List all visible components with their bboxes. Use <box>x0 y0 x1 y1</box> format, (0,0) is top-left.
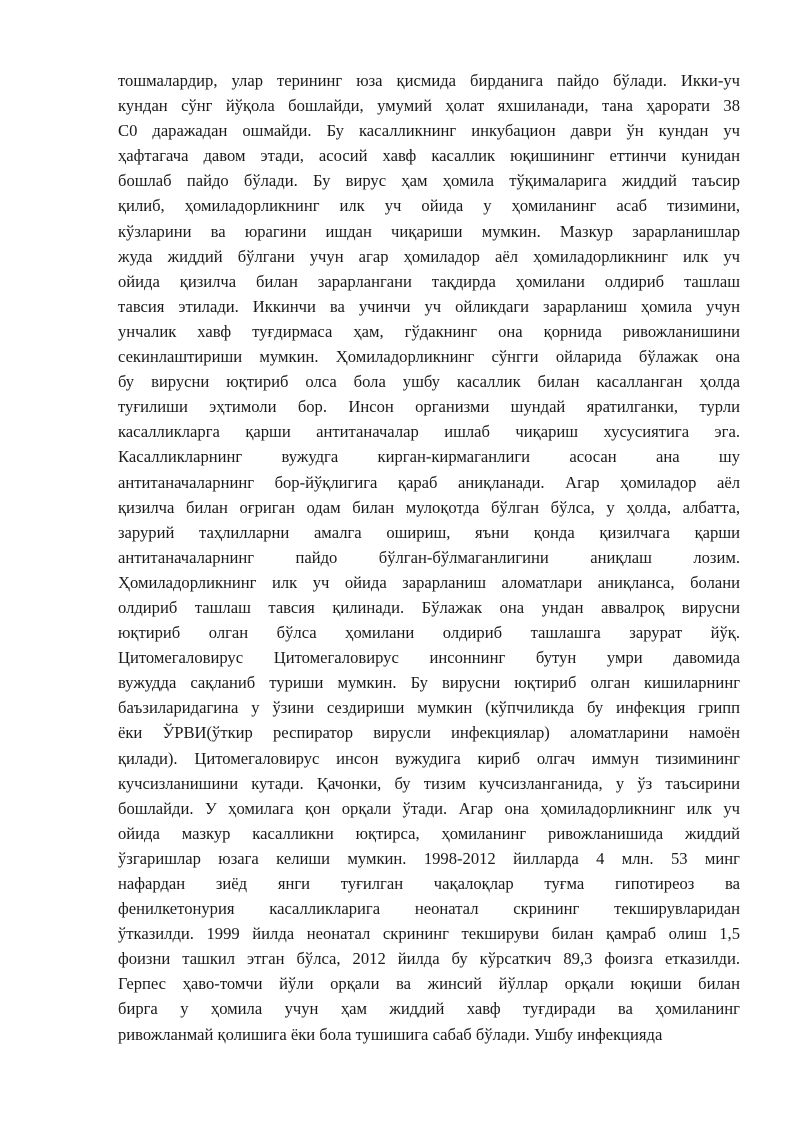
text-line: кучсизланишини кутади. Қачонки, бу тизим кучсизланганида, у ўз таъсирини <box>118 773 740 793</box>
text-line: антитаначаларнинг пайдо бўлган-бўлмаганлигини аниқлаш лозим. <box>118 547 740 567</box>
text-line: тошмалардир, улар терининг юза қисмида бирданига пайдо бўлади. Икки-уч <box>118 71 740 90</box>
text-line: кундан сўнг йўқола бошлайди, умумий ҳолат яхшиланади, тана ҳарорати 38 <box>118 96 740 116</box>
text-line: ҳафтагача давом этади, асосий хавф касаллик юқишининг еттинчи кунидан <box>118 146 740 166</box>
text-line: ривожланмай қолишига ёки бола тушишига сабаб бўлади. Ушбу инфекцияда <box>118 1024 663 1044</box>
text-line: ёки ЎРВИ(ўткир респиратор вирусли инфекциялар) аломатларини намоён <box>118 723 740 743</box>
body-text <box>118 68 740 1047</box>
text-line: қилади). Цитомегаловирус инсон вужудига кириб олгач иммун тизимининг <box>118 748 740 768</box>
text-line: вужудда сақланиб туриши мумкин. Бу вирусни юқтириб олган кишиларнинг <box>118 673 740 693</box>
text-line: ўзгаришлар юзага келиши мумкин. 1998-2012 йилларда 4 млн. 53 минг <box>118 848 740 868</box>
text-line: ойида қизилча билан зарарлангани тақдирда ҳомилани олдириб ташлаш <box>118 271 740 291</box>
text-line: қизилча билан оғриган одам билан мулоқотда бўлган бўлса, у ҳолда, албатта, <box>118 497 740 517</box>
text-line: унчалик хавф туғдирмаса ҳам, гўдакнинг она қорнида ривожланишини <box>118 321 740 341</box>
text-line: Цитомегаловирус Цитомегаловирус инсоннинг бутун умри давомида <box>118 648 740 668</box>
text-line: секинлаштириши мумкин. Ҳомиладорликнинг сўнгги ойларида бўлажак она <box>118 347 740 367</box>
text-line: жуда жиддий бўлгани учун агар ҳомиладор аёл ҳомиладорликнинг илк уч <box>118 246 740 266</box>
text-line: бошлаб пайдо бўлади. Бу вирус ҳам ҳомила тўқималарига жиддий таъсир <box>118 171 740 191</box>
text-line: зарурий таҳлилларни амалга ошириш, яъни қонда қизилчага қарши <box>118 522 740 542</box>
text-line: антитаначаларнинг бор-йўқлигига қараб аниқланади. Агар ҳомиладор аёл <box>118 472 740 492</box>
text-line: юқтириб олган бўлса ҳомилани олдириб ташлашга зарурат йўқ. <box>118 623 740 643</box>
text-line: туғилиши эҳтимоли бор. Инсон организми шундай яратилганки, турли <box>118 397 740 417</box>
text-line: касалликларга қарши антитаначалар ишлаб чиқариш хусусиятига эга. <box>118 422 740 442</box>
text-line: фенилкетонурия касалликларига неонатал скрининг текширувларидан <box>118 899 740 919</box>
text-line: Ҳомиладорликнинг илк уч ойида зарарланиш аломатлари аниқланса, болани <box>118 572 740 592</box>
text-line: фоизни ташкил этган бўлса, 2012 йилда бу кўрсаткич 89,3 фоизга етказилди. <box>118 949 740 969</box>
text-line: ойида мазкур касалликни юқтирса, ҳомиланинг ривожланишида жиддий <box>118 823 740 843</box>
text-line: бирга у ҳомила учун ҳам жиддий хавф туғдиради ва ҳомиланинг <box>118 999 740 1019</box>
text-line: тавсия этилади. Иккинчи ва учинчи уч ойликдаги зарарланиш ҳомила учун <box>118 296 740 316</box>
text-line: Герпес ҳаво-томчи йўли орқали ва жинсий йўллар орқали юқиши билан <box>118 974 740 994</box>
document-page <box>118 68 740 1047</box>
text-line: Касалликларнинг вужудга кирган-кирмаганлиги асосан ана шу <box>118 447 740 467</box>
text-line: баъзиларидагина у ўзини сездириши мумкин (кўпчиликда бу инфекция грипп <box>118 698 740 718</box>
text-line: олдириб ташлаш тавсия қилинади. Бўлажак она ундан аввалроқ вирусни <box>118 597 740 617</box>
text-line: ўтказилди. 1999 йилда неонатал скрининг текшируви билан қамраб олиш 1,5 <box>118 924 740 944</box>
text-line: C0 даражадан ошмайди. Бу касалликнинг инкубацион даври ўн кундан уч <box>118 121 740 141</box>
text-line: бу вирусни юқтириб олса бола ушбу касаллик билан касалланган ҳолда <box>118 372 740 392</box>
text-line: қилиб, ҳомиладорликнинг илк уч ойида у ҳомиланинг асаб тизимини, <box>118 196 740 216</box>
text-line: нафардан зиёд янги туғилган чақалоқлар туғма гипотиреоз ва <box>118 874 740 893</box>
text-line: бошлайди. У ҳомилага қон орқали ўтади. Агар она ҳомиладорликнинг илк уч <box>118 798 740 818</box>
text-line: кўзларини ва юрагини ишдан чиқариши мумкин. Мазкур зарарланишлар <box>118 221 740 241</box>
